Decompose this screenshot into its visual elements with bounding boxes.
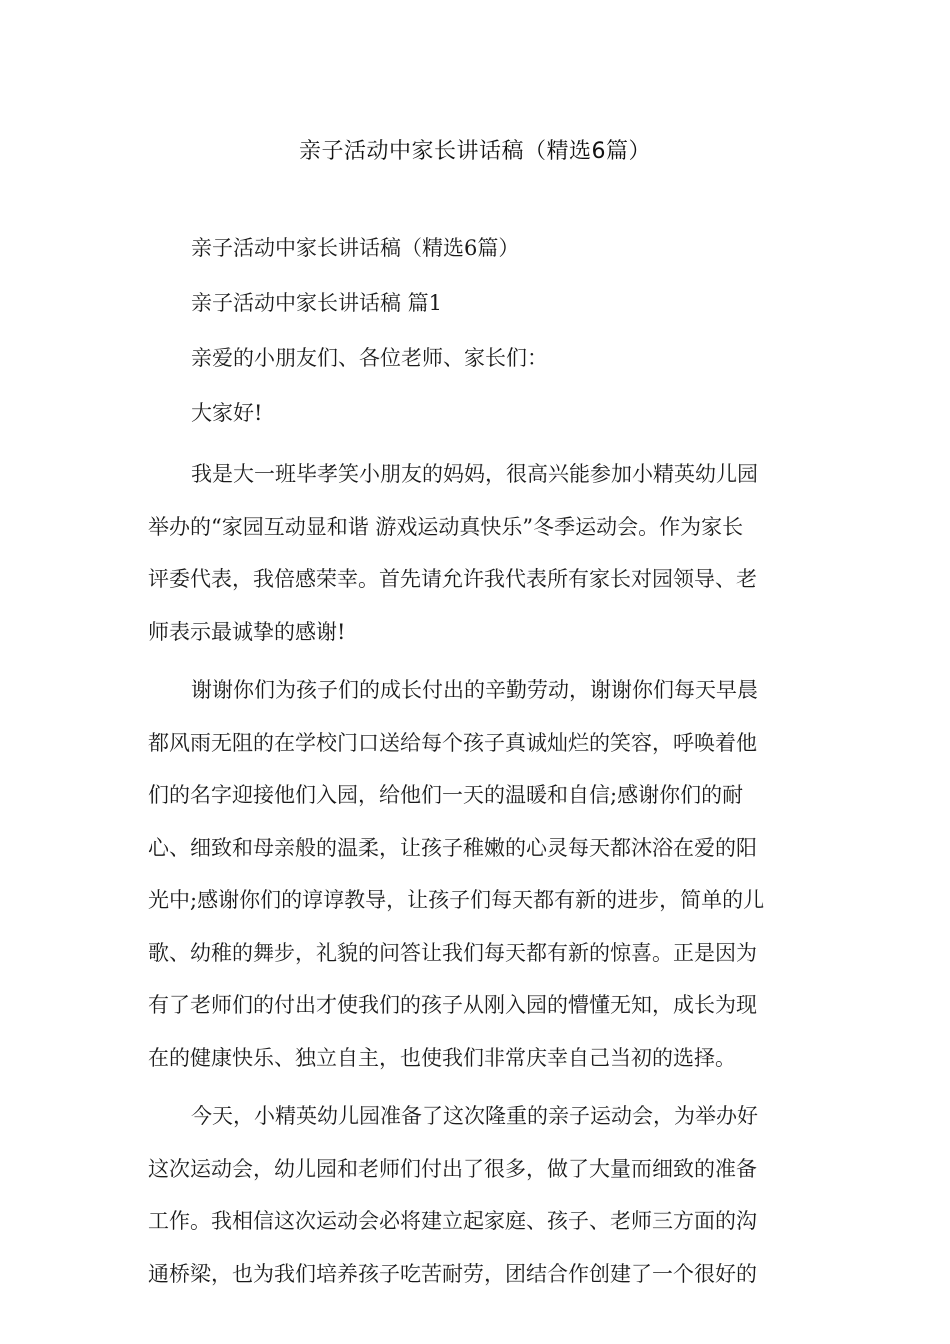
paragraph-line: 举办的“家园互动显和谐 游戏运动真快乐”冬季运动会。作为家长 [148, 514, 744, 539]
paragraph-line: 光中;感谢你们的谆谆教导，让孩子们每天都有新的进步，简单的儿 [148, 888, 765, 912]
paragraph [148, 664, 808, 1084]
salutation-line: 大家好! [191, 401, 263, 425]
paragraph-line: 在的健康快乐、独立自主，也使我们非常庆幸自己当初的选择。 [148, 1045, 736, 1070]
paragraph-line: 们的名字迎接他们入园，给他们一天的温暖和自信;感谢你们的耐 [148, 783, 744, 807]
paragraph-line: 我是大一班毕孝笑小朋友的妈妈，很高兴能参加小精英幼儿园 [191, 462, 758, 486]
paragraph-line: 心、细致和母亲般的温柔，让孩子稚嫩的心灵每天都沐浴在爱的阳 [148, 835, 757, 860]
paragraph-line: 通桥梁，也为我们培养孩子吃苦耐劳，团结合作创建了一个很好的 [148, 1261, 757, 1286]
greeting-line: 亲爱的小朋友们、各位老师、家长们： [191, 346, 548, 370]
document-title: 亲子活动中家长讲话稿（精选6篇） [299, 139, 651, 164]
paragraph-line: 谢谢你们为孩子们的成长付出的辛勤劳动，谢谢你们每天早晨 [191, 678, 758, 702]
paragraph [148, 448, 808, 658]
paragraph-line: 评委代表，我倍感荣幸。首先请允许我代表所有家长对园领导、老 [148, 567, 757, 591]
paragraph-line: 今天，小精英幼儿园准备了这次隆重的亲子运动会，为举办好 [191, 1104, 758, 1128]
paragraph-line: 这次运动会，幼儿园和老师们付出了很多，做了大量而细致的准备 [148, 1156, 757, 1181]
paragraph-line: 有了老师们的付出才使我们的孩子从刚入园的懵懂无知，成长为现 [148, 993, 757, 1017]
paragraph-line: 工作。我相信这次运动会必将建立起家庭、孩子、老师三方面的沟 [148, 1209, 757, 1233]
subtitle-line: 亲子活动中家长讲话稿（精选6篇） [191, 236, 520, 260]
paragraph-line: 都风雨无阻的在学校门口送给每个孩子真诚灿烂的笑容，呼唤着他 [148, 730, 757, 755]
section-heading: 亲子活动中家长讲话稿 篇1 [191, 291, 443, 315]
paragraph [148, 1090, 808, 1300]
document-body [148, 228, 808, 1306]
paragraph-line: 歌、幼稚的舞步，礼貌的问答让我们每天都有新的惊喜。正是因为 [148, 940, 757, 965]
paragraph-line: 师表示最诚挚的感谢! [148, 619, 346, 644]
